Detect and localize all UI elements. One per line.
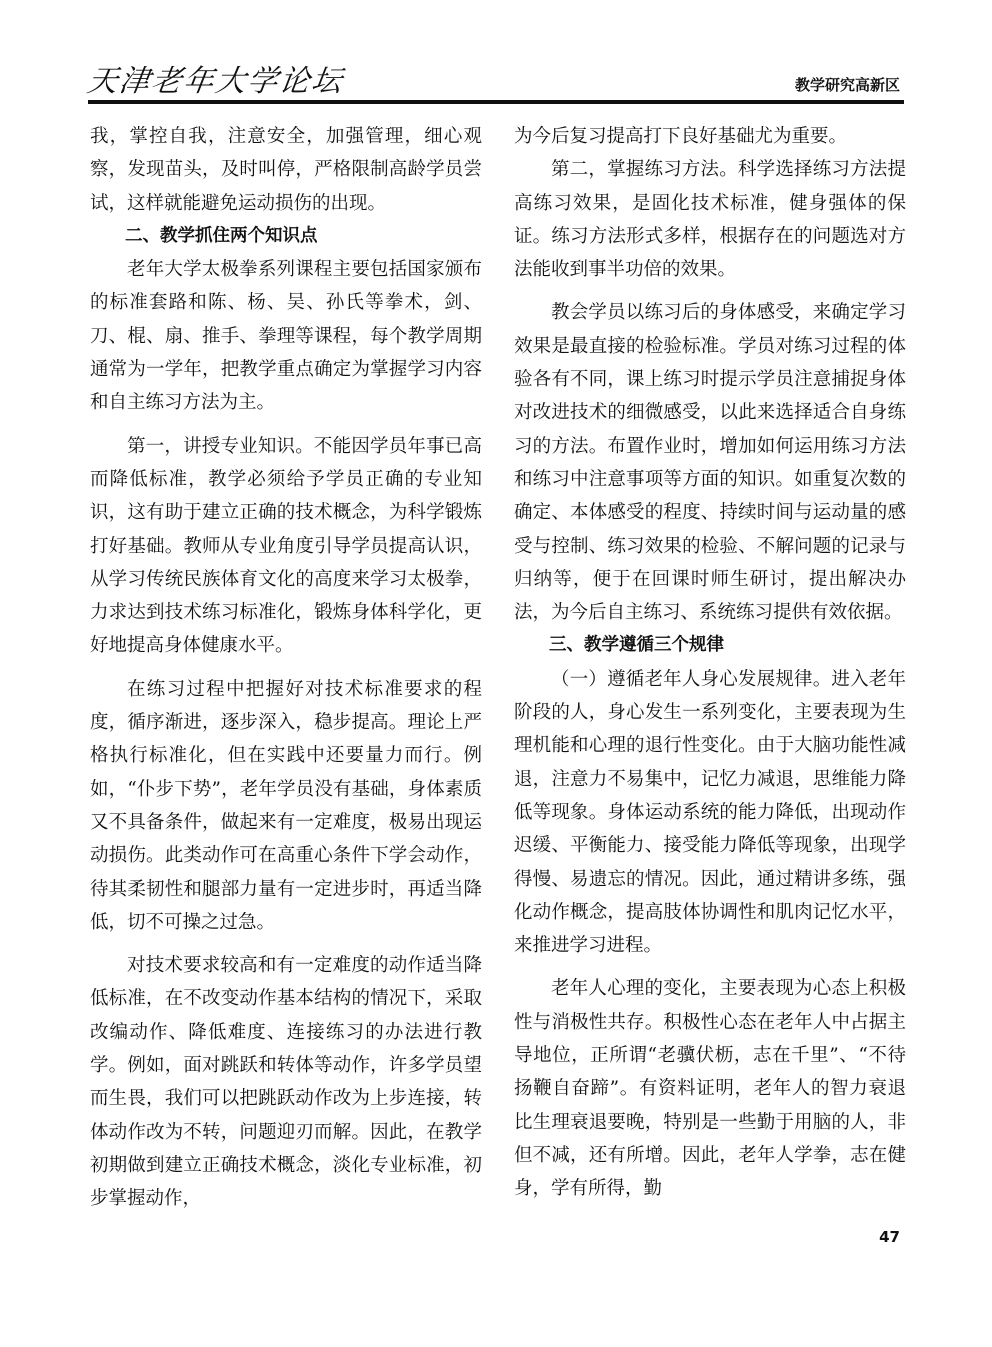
page-number: 47 [879, 1228, 900, 1246]
right-column [514, 120, 906, 1206]
header-rule [88, 100, 904, 104]
section-heading-3: 三、教学遵循三个规律 [549, 635, 724, 656]
paragraph: 对技术要求较高和有一定难度的动作适当降低标准，在不改变动作基本结构的情况下，采取改编动作、降低难度、连接练习的办法进行教学。例如，面对跳跃和转体等动作，许多学员望而生畏，我们可以把跳跃动作改为上步连接，转体动作改为不转，问题迎刃而解。因此，在教学初期做到建立正确技术概念，淡化专业标准，初步掌握动作， [90, 955, 482, 1210]
paragraph: 老年大学太极拳系列课程主要包括国家颁布的标准套路和陈、杨、吴、孙氏等拳术，剑、刀、棍、扇、推手、拳理等课程，每个教学周期通常为一学年，把教学重点确定为掌握学习内容和自主练习方法为主。 [90, 259, 482, 414]
journal-masthead-logo: 天津老年大学论坛 [85, 64, 346, 99]
paragraph: 第一，讲授专业知识。不能因学员年事已高而降低标准，教学必须给予学员正确的专业知识，这有助于建立正确的技术概念，为科学锻炼打好基础。教师从专业角度引导学员提高认识，从学习传统民族体育文化的高度来学习太极拳，力求达到技术练习标准化，锻炼身体科学化，更好地提高身体健康水平。 [90, 435, 482, 657]
paragraph: 老年人心理的变化，主要表现为心态上积极性与消极性共存。积极性心态在老年人中占据主导地位，正所谓“老骥伏枥，志在千里”、“不待扬鞭自奋蹄”。有资料证明，老年人的智力衰退比生理衰退要晚，特别是一些勤于用脑的人，非但不减，还有所增。因此，老年人学拳，志在健身，学有所得，勤 [514, 978, 906, 1200]
paragraph: 在练习过程中把握好对技术标准要求的程度，循序渐进，逐步深入，稳步提高。理论上严格执行标准化，但在实践中还要量力而行。例如，“仆步下势”，老年学员没有基础，身体素质又不具备条件，做起来有一定难度，极易出现运动损伤。此类动作可在高重心条件下学会动作，待其柔韧性和腿部力量有一定进步时，再适当降低，切不可操之过急。 [90, 678, 482, 933]
paragraph: 第二，掌握练习方法。科学选择练习方法提高练习效果，是固化技术标准，健身强体的保证。练习方法形式多样，根据存在的问题选对方法能收到事半功倍的效果。 [514, 159, 906, 281]
paragraph: 教会学员以练习后的身体感受，来确定学习效果是最直接的检验标准。学员对练习过程的体验各有不同，课上练习时提示学员注意捕捉身体对改进技术的细微感受，以此来选择适合自身练习的方法。布置作业时，增加如何运用练习方法和练习中注意事项等方面的知识。如重复次数的确定、本体感受的程度、持续时间与运动量的感受与控制、练习效果的检验、不解问题的记录与归纳等，便于在回课时师生研讨，提出解决办法，为今后自主练习、系统练习提供有效依据。 [514, 302, 906, 624]
paragraph-continuation: 我，掌控自我，注意安全，加强管理，细心观察，发现苗头，及时叫停，严格限制高龄学员尝试，这样就能避免运动损伤的出现。 [90, 126, 482, 214]
left-column [90, 120, 482, 1216]
paragraph-continuation: 为今后复习提高打下良好基础尤为重要。 [514, 126, 848, 147]
section-heading-2: 二、教学抓住两个知识点 [125, 225, 318, 246]
section-label: 教学研究高新区 [794, 76, 900, 94]
paragraph: （一）遵循老年人身心发展规律。进入老年阶段的人，身心发生一系列变化，主要表现为生理机能和心理的退行性变化。由于大脑功能性减退，注意力不易集中，记忆力减退，思维能力降低等现象。身体运动系统的能力降低，出现动作迟缓、平衡能力、接受能力降低等现象，出现学得慢、易遗忘的情况。因此，通过精讲多练，强化动作概念，提高肢体协调性和肌肉记忆水平，来推进学习进程。 [514, 668, 906, 957]
